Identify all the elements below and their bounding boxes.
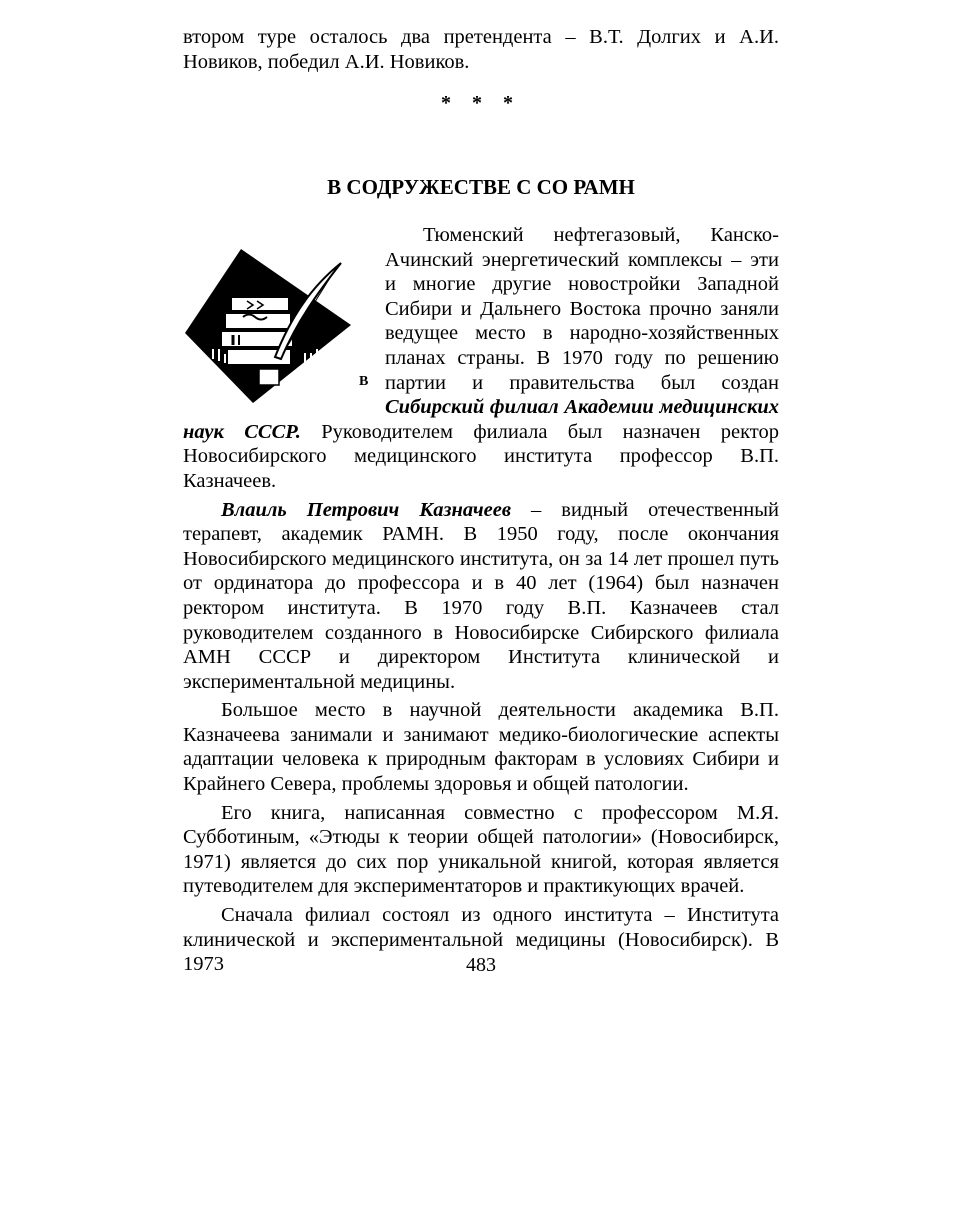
section-title: В СОДРУЖЕСТВЕ С СО РАМН <box>327 175 635 199</box>
section-separator: * * * <box>441 92 521 114</box>
paragraph-2 <box>183 498 779 695</box>
paragraph-1-text: Тюменский нефтегазовый, Канско-Ачинский энергетический комплексы – эти и многие другие новостройки Западной Сибири и Дальнего Востока прочно заняли ведущее место в народно-хозяйственных планах страны. В 1970 году по решению партии и правительства был создан <box>385 224 779 394</box>
section-body <box>183 223 779 977</box>
svg-text:B: B <box>359 374 369 389</box>
books-and-quill-icon <box>183 235 373 407</box>
paragraph-5: Сначала филиал состоял из одного института – Института клинической и экспериментальной медицины (Новосибирск). В 1973 <box>183 904 779 976</box>
paragraph-1-emphasis: Сибирский филиал Академии медицинских наук СССР. <box>183 396 779 443</box>
top-paragraph: втором туре осталось два претендента – В.Т. Долгих и А.И. Новиков, победил А.И. Новиков. <box>183 26 779 73</box>
person-name: Влаиль Петрович Казначеев <box>221 498 511 521</box>
paragraph-2-text: – видный отечественный терапевт, академик РАМН. В 1950 году, после окончания Новосибирского медицинского института, он за 14 лет прошел путь от ординатора до профессора и в 40 лет (1964) был назначен ректором института. В 1970 году В.П. Казначеев стал руководителем созданного в Новосибирске Сибирского филиала АМН СССР и директором Института клинической и экспериментальной медицины. <box>183 498 779 693</box>
page-number: 483 <box>466 954 496 976</box>
paragraph-3: Большое место в научной деятельности академика В.П. Казначеева занимали и занимают медико-биологические аспекты адаптации человека к природным факторам в условиях Сибири и Крайнего Севера, проблемы здоровья и общей патологии. <box>183 699 779 796</box>
paragraph-4: Его книга, написанная совместно с профессором М.Я. Субботиным, «Этюды к теории общей патологии» (Новосибирск, 1971) является до сих пор уникальной книгой, которая является путеводителем для экспериментаторов и практикующих врачей. <box>183 801 779 898</box>
paragraph-1-continued: Руководителем филиала был назначен ректор Новосибирского медицинского института профессор В.П. Казначеев. <box>183 420 779 492</box>
